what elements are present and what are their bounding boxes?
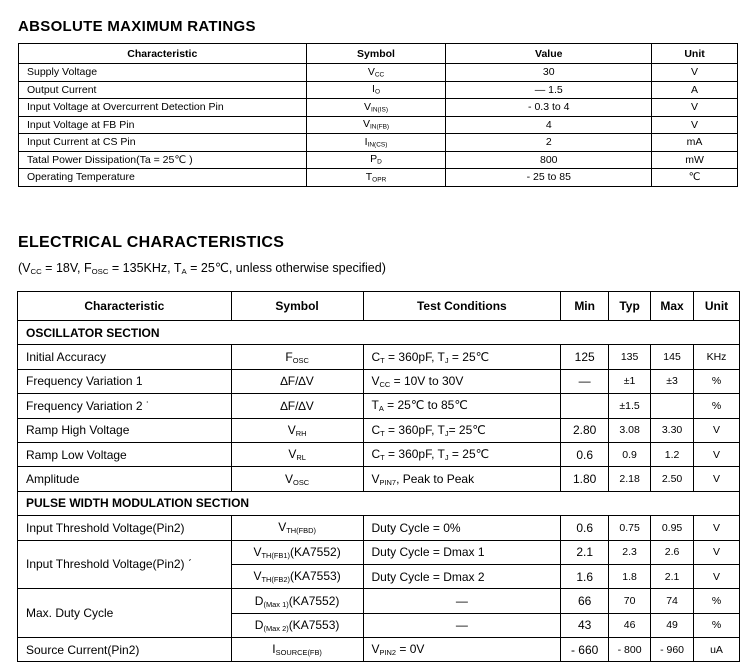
- symbol-cell: $V_{OSC}$: [231, 467, 363, 491]
- condition-cell: Duty Cycle = 0%: [363, 516, 561, 540]
- header-unit: Unit: [652, 44, 738, 64]
- characteristic-cell: Operating Temperature: [19, 169, 307, 187]
- unit-cell: V: [652, 99, 738, 117]
- section-heading-pwm: PULSE WIDTH MODULATION SECTION: [18, 491, 740, 515]
- table-row: [19, 169, 738, 187]
- typ-cell: 0.75: [609, 516, 651, 540]
- header-symbol: Symbol: [306, 44, 446, 64]
- symbol-cell: $V_{CC}$: [306, 64, 446, 82]
- symbol-cell: ∆F/∆V: [231, 394, 363, 418]
- symbol-cell: $I_O$: [306, 81, 446, 99]
- typ-cell: 0.9: [609, 442, 651, 466]
- section-row: [18, 321, 740, 345]
- table-header-row: [19, 44, 738, 64]
- symbol-cell: $D_{(Max 1)}(KA7552)$: [231, 589, 363, 613]
- table-row: [18, 369, 740, 393]
- typ-cell: 135: [609, 345, 651, 369]
- symbol-cell: $V_{TH(FB2)}(KA7553)$: [231, 564, 363, 588]
- max-cell: 0.95: [651, 516, 694, 540]
- symbol-cell: $V_{RL}$: [231, 442, 363, 466]
- max-cell: ±3: [651, 369, 694, 393]
- condition-cell: $V_{CC} = 10V$ to 30V: [363, 369, 561, 393]
- header-value: Value: [446, 44, 652, 64]
- unit-cell: V: [694, 442, 740, 466]
- condition-cell: —: [363, 613, 561, 637]
- condition-cell: $T_A$ = 25℃ to 85℃: [363, 394, 561, 418]
- unit-cell: V: [652, 64, 738, 82]
- table-row: [19, 134, 738, 152]
- min-cell: 1.6: [561, 564, 609, 588]
- header-typ: Typ: [609, 292, 651, 321]
- symbol-cell: $V_{TH(FBD)}$: [231, 516, 363, 540]
- unit-cell: %: [694, 613, 740, 637]
- max-cell: [651, 394, 694, 418]
- unit-cell: V: [694, 516, 740, 540]
- unit-cell: %: [694, 369, 740, 393]
- min-cell: 0.6: [561, 442, 609, 466]
- header-symbol: Symbol: [231, 292, 363, 321]
- table-row: [19, 116, 738, 134]
- section-title-electrical: ELECTRICAL CHARACTERISTICS: [18, 234, 285, 251]
- unit-cell: KHz: [694, 345, 740, 369]
- min-cell: 1.80: [561, 467, 609, 491]
- symbol-cell: $P_D$: [306, 151, 446, 169]
- unit-cell: uA: [694, 638, 740, 662]
- typ-cell: 3.08: [609, 418, 651, 442]
- table-row: [18, 345, 740, 369]
- symbol-cell: $D_{(Max 2)}(KA7553)$: [231, 613, 363, 637]
- characteristic-cell: Ramp High Voltage: [18, 418, 232, 442]
- value-cell: 4: [446, 116, 652, 134]
- value-cell: — 1.5: [446, 81, 652, 99]
- header-test-conditions: Test Conditions: [363, 292, 561, 321]
- unit-cell: mA: [652, 134, 738, 152]
- max-cell: 145: [651, 345, 694, 369]
- symbol-cell: $I_{IN(CS)}$: [306, 134, 446, 152]
- symbol-cell: $V_{TH(FB1)}(KA7552)$: [231, 540, 363, 564]
- electrical-characteristics-table: [17, 291, 740, 662]
- characteristic-cell: Max. Duty Cycle: [18, 589, 232, 638]
- symbol-cell: $F_{OSC}$: [231, 345, 363, 369]
- unit-cell: %: [694, 394, 740, 418]
- min-cell: [561, 394, 609, 418]
- table-row: [18, 638, 740, 662]
- header-characteristic: Characteristic: [19, 44, 307, 64]
- typ-cell: 2.18: [609, 467, 651, 491]
- symbol-cell: $V_{IN(IS)}$: [306, 99, 446, 117]
- condition-cell: $C_T = 360pF$, $T_J$ = 25℃: [363, 442, 561, 466]
- min-cell: 43: [561, 613, 609, 637]
- characteristic-cell: Frequency Variation 2 ˙: [18, 394, 232, 418]
- typ-cell: 1.8: [609, 564, 651, 588]
- condition-cell: Duty Cycle = Dmax 1: [363, 540, 561, 564]
- condition-cell: —: [363, 589, 561, 613]
- value-cell: 800: [446, 151, 652, 169]
- condition-cell: $V_{PIN2} = 0V$: [363, 638, 561, 662]
- section-title-absolute-max: ABSOLUTE MAXIMUM RATINGS: [18, 18, 256, 35]
- value-cell: 30: [446, 64, 652, 82]
- table-row: [19, 99, 738, 117]
- header-characteristic: Characteristic: [18, 292, 232, 321]
- typ-cell: - 800: [609, 638, 651, 662]
- table-row: [18, 467, 740, 491]
- characteristic-cell: Tatal Power Dissipation(Ta = 25℃ ): [19, 151, 307, 169]
- condition-cell: $C_T = 360pF$, $T_J$ = 25℃: [363, 345, 561, 369]
- condition-cell: $V_{PIN7}$, Peak to Peak: [363, 467, 561, 491]
- table-row: [18, 516, 740, 540]
- unit-cell: V: [694, 418, 740, 442]
- characteristic-cell: Amplitude: [18, 467, 232, 491]
- table-header-row: [18, 292, 740, 321]
- unit-cell: A: [652, 81, 738, 99]
- min-cell: 125: [561, 345, 609, 369]
- characteristic-cell: Input Current at CS Pin: [19, 134, 307, 152]
- condition-cell: Duty Cycle = Dmax 2: [363, 564, 561, 588]
- unit-cell: mW: [652, 151, 738, 169]
- header-min: Min: [561, 292, 609, 321]
- table-row: [18, 540, 740, 564]
- condition-cell: $C_T = 360pF$, $T_J=$ 25℃: [363, 418, 561, 442]
- max-cell: - 960: [651, 638, 694, 662]
- min-cell: - 660: [561, 638, 609, 662]
- value-cell: - 0.3 to 4: [446, 99, 652, 117]
- typ-cell: ±1: [609, 369, 651, 393]
- absolute-max-table: [18, 43, 738, 187]
- value-cell: 2: [446, 134, 652, 152]
- section-row: [18, 491, 740, 515]
- characteristic-cell: Frequency Variation 1: [18, 369, 232, 393]
- table-row: [18, 418, 740, 442]
- characteristic-cell: Output Current: [19, 81, 307, 99]
- unit-cell: V: [694, 467, 740, 491]
- min-cell: 0.6: [561, 516, 609, 540]
- unit-cell: ℃: [652, 169, 738, 187]
- characteristic-cell: Input Voltage at FB Pin: [19, 116, 307, 134]
- table-row: [18, 394, 740, 418]
- characteristic-cell: Source Current(Pin2): [18, 638, 232, 662]
- min-cell: —: [561, 369, 609, 393]
- header-max: Max: [651, 292, 694, 321]
- characteristic-cell: Supply Voltage: [19, 64, 307, 82]
- symbol-cell: $T_{OPR}$: [306, 169, 446, 187]
- table-row: [19, 151, 738, 169]
- max-cell: 2.1: [651, 564, 694, 588]
- value-cell: - 25 to 85: [446, 169, 652, 187]
- table-row: [19, 81, 738, 99]
- max-cell: 3.30: [651, 418, 694, 442]
- typ-cell: ±1.5: [609, 394, 651, 418]
- characteristic-cell: Input Threshold Voltage(Pin2): [18, 516, 232, 540]
- table-row: [18, 589, 740, 613]
- table-row: [19, 64, 738, 82]
- typ-cell: 2.3: [609, 540, 651, 564]
- section-heading-oscillator: OSCILLATOR SECTION: [18, 321, 740, 345]
- max-cell: 49: [651, 613, 694, 637]
- unit-cell: V: [694, 540, 740, 564]
- min-cell: 2.80: [561, 418, 609, 442]
- characteristic-cell: Input Voltage at Overcurrent Detection Pin: [19, 99, 307, 117]
- characteristic-cell: Input Threshold Voltage(Pin2) ˊ: [18, 540, 232, 589]
- table-row: [18, 442, 740, 466]
- symbol-cell: $V_{IN(FB)}$: [306, 116, 446, 134]
- max-cell: 2.50: [651, 467, 694, 491]
- characteristic-cell: Ramp Low Voltage: [18, 442, 232, 466]
- characteristic-cell: Initial Accuracy: [18, 345, 232, 369]
- max-cell: 2.6: [651, 540, 694, 564]
- unit-cell: V: [694, 564, 740, 588]
- symbol-cell: $V_{RH}$: [231, 418, 363, 442]
- min-cell: 2.1: [561, 540, 609, 564]
- typ-cell: 46: [609, 613, 651, 637]
- max-cell: 1.2: [651, 442, 694, 466]
- unit-cell: V: [652, 116, 738, 134]
- symbol-cell: $I_{SOURCE(FB)}$: [231, 638, 363, 662]
- symbol-cell: ∆F/∆V: [231, 369, 363, 393]
- unit-cell: %: [694, 589, 740, 613]
- header-unit: Unit: [694, 292, 740, 321]
- max-cell: 74: [651, 589, 694, 613]
- typ-cell: 70: [609, 589, 651, 613]
- min-cell: 66: [561, 589, 609, 613]
- conditions-note: ($V_{CC} = 18V$, $F_{OSC} = 135KHz$, $T_A$ = 25℃, unless otherwise specified): [18, 261, 386, 276]
